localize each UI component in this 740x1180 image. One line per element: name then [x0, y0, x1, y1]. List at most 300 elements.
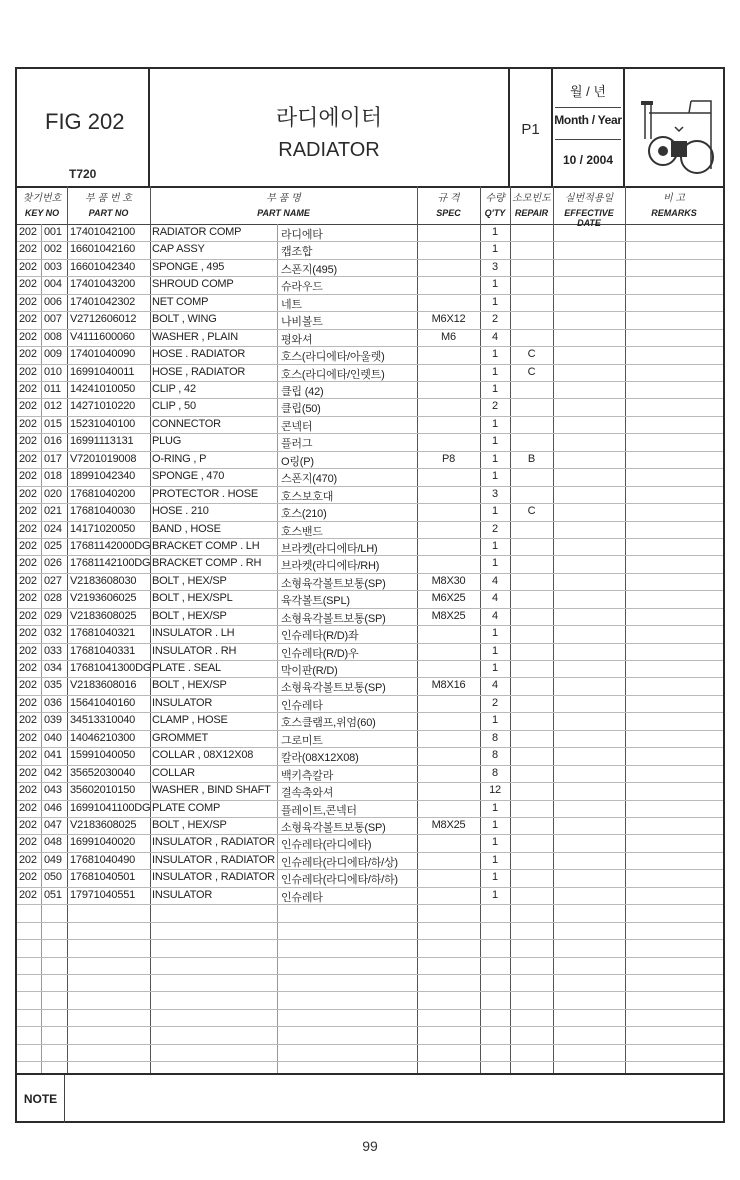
cell-fig: 202: [19, 487, 37, 500]
cell-key: 001: [44, 226, 62, 238]
table-row: [17, 695, 723, 712]
cell-name-ko: 소형육각볼트보통(SP): [281, 577, 386, 590]
cell-name-en: O-RING , P: [152, 452, 207, 465]
cell-name-en: BOLT , HEX/SP: [152, 819, 227, 831]
page-number: 99: [362, 1138, 378, 1154]
cell-key: 039: [44, 714, 62, 727]
cell-fig: 202: [19, 226, 37, 238]
table-row: [17, 433, 723, 450]
cell-repair: C: [527, 505, 536, 517]
cell-name-en: BOLT , WING: [152, 313, 217, 326]
cell-key: 050: [44, 871, 62, 884]
cell-key: 046: [44, 801, 62, 814]
cell-part: V2712606012: [70, 313, 137, 326]
cell-name-ko: 인슈레타(R/D)우: [281, 647, 359, 660]
cell-name-en: BOLT , HEX/SPL: [152, 592, 233, 605]
cell-qty: 1: [492, 278, 498, 291]
cell-name-ko: 백키측칼라: [281, 769, 334, 782]
cell-qty: 1: [492, 836, 498, 849]
table-row: [17, 608, 723, 625]
cell-name-en: BRACKET COMP . RH: [152, 557, 262, 570]
cell-repair: C: [527, 365, 536, 378]
table-row: [17, 521, 723, 538]
cell-key: 051: [44, 888, 62, 901]
cell-name-en: HOSE , RADIATOR: [152, 365, 246, 378]
cell-part: 17681041300DG: [70, 662, 152, 674]
cell-name-ko: 그로미트: [281, 734, 323, 747]
table-row: [17, 660, 723, 677]
cell-spec: M6X25: [431, 592, 466, 605]
cell-part: 17971040551: [70, 888, 136, 901]
cell-name-en: SPONGE , 495: [152, 260, 225, 273]
cell-part: V2193606025: [70, 592, 137, 605]
cell-fig: 202: [19, 627, 37, 640]
cell-fig: 202: [19, 278, 37, 291]
cell-name-ko: 소형육각볼트보통(SP): [281, 682, 386, 695]
cell-name-en: CONNECTOR: [152, 417, 221, 430]
cell-part: 14271010220: [70, 400, 136, 413]
cell-name-ko: 소형육각볼트보통(SP): [281, 822, 386, 834]
col-spec: 규 격 SPEC: [436, 193, 461, 218]
cell-qty: 3: [492, 260, 498, 273]
cell-name-ko: 호스(라디에타/아울렛): [281, 351, 385, 364]
table-row: [17, 765, 723, 782]
cell-qty: 1: [492, 243, 498, 256]
cell-part: V2183608025: [70, 819, 137, 831]
cell-name-en: CLIP , 50: [152, 400, 196, 413]
cell-qty: 1: [492, 644, 498, 657]
cell-fig: 202: [19, 574, 37, 587]
cell-key: 011: [44, 383, 61, 395]
cell-fig: 202: [19, 470, 37, 483]
cell-name-ko: 육각볼트(SPL): [281, 595, 350, 608]
cell-fig: 202: [19, 819, 37, 831]
parts-table: [17, 224, 723, 1073]
cell-name-ko: 클립(50): [281, 403, 321, 416]
cell-part: 17681142100DG: [70, 557, 151, 570]
cell-qty: 4: [492, 592, 498, 605]
cell-fig: 202: [19, 662, 37, 674]
cell-name-ko: 플레이트,콘넥터: [281, 804, 357, 817]
note-label: NOTE: [17, 1075, 65, 1123]
cell-part: 18991042340: [70, 470, 136, 483]
cell-qty: 1: [492, 627, 498, 640]
cell-key: 021: [44, 505, 62, 517]
table-row: [17, 869, 723, 886]
table-row: [17, 800, 723, 817]
cell-fig: 202: [19, 522, 37, 535]
cell-name-en: SHROUD COMP: [152, 278, 234, 291]
cell-name-en: BRACKET COMP . LH: [152, 539, 260, 552]
cell-name-en: WASHER , BIND SHAFT: [152, 784, 271, 797]
cell-name-en: INSULATOR . RH: [152, 644, 237, 657]
tractor-box: [625, 69, 723, 186]
cell-name-en: NET COMP: [152, 295, 209, 308]
cell-name-ko: 인슈레타: [281, 891, 323, 904]
cell-fig: 202: [19, 749, 37, 762]
cell-key: 017: [44, 452, 62, 465]
cell-name-en: BOLT , HEX/SP: [152, 679, 227, 692]
cell-fig: 202: [19, 557, 37, 570]
cell-fig: 202: [19, 609, 37, 622]
month-year-korean: 월 / 년: [570, 84, 606, 99]
cell-qty: 1: [492, 295, 498, 308]
cell-qty: 1: [492, 435, 498, 448]
table-row: [17, 538, 723, 555]
col-effective-date: 실번적용일 EFFECTIVE DATE: [564, 193, 614, 228]
cell-name-ko: 평와셔: [281, 333, 313, 346]
table-row: [17, 730, 723, 747]
cell-part: 17401042302: [70, 295, 136, 308]
cell-fig: 202: [19, 330, 37, 343]
cell-key: 003: [44, 260, 62, 273]
cell-part: V4111600060: [70, 330, 135, 343]
cell-part: 16991040011: [70, 365, 135, 378]
table-row: [17, 625, 723, 642]
cell-key: 020: [44, 487, 62, 500]
month-year-english: Month / Year: [554, 113, 622, 127]
cell-qty: 2: [492, 522, 498, 535]
cell-fig: 202: [19, 435, 37, 448]
cell-qty: 1: [492, 452, 498, 465]
column-headers: [17, 186, 723, 228]
cell-name-en: CLAMP , HOSE: [152, 714, 228, 727]
cell-name-en: PLATE COMP: [152, 801, 221, 814]
cell-qty: 1: [492, 383, 498, 395]
cell-name-ko: 인슈레타(라디에타): [281, 839, 372, 852]
cell-name-ko: 칼라(08X12X08): [281, 752, 359, 765]
cell-key: 002: [44, 243, 62, 256]
cell-fig: 202: [19, 731, 37, 744]
cell-qty: 8: [492, 731, 498, 744]
cell-spec: M6X12: [431, 313, 466, 326]
cell-name-ko: 라디에타: [281, 229, 323, 241]
cell-qty: 1: [492, 714, 498, 727]
cell-key: 036: [44, 696, 62, 709]
cell-name-ko: 스폰지(470): [281, 473, 337, 486]
cell-name-en: INSULATOR: [152, 696, 213, 709]
cell-name-en: INSULATOR , RADIATOR: [152, 836, 275, 849]
cell-spec: M8X25: [431, 609, 466, 622]
cell-fig: 202: [19, 801, 37, 814]
cell-name-ko: 소형육각볼트보통(SP): [281, 612, 386, 625]
table-row: [17, 887, 723, 904]
cell-qty: 12: [489, 784, 501, 797]
cell-fig: 202: [19, 505, 37, 517]
cell-qty: 1: [492, 417, 498, 430]
cell-fig: 202: [19, 679, 37, 692]
cell-name-ko: 슈라우드: [281, 281, 323, 294]
cell-key: 041: [44, 749, 62, 762]
cell-key: 032: [44, 627, 62, 640]
table-row: [17, 468, 723, 485]
cell-key: 015: [44, 417, 62, 430]
cell-name-ko: 인슈레타(라디에타/하/하): [281, 874, 398, 887]
cell-fig: 202: [19, 383, 37, 395]
table-row: [17, 364, 723, 381]
cell-part: 14241010050: [70, 383, 136, 395]
cell-part: V2183608030: [70, 574, 137, 587]
cell-qty: 1: [492, 819, 498, 831]
cell-name-en: CAP ASSY: [152, 243, 205, 256]
fig-number: FIG 202: [45, 109, 125, 134]
cell-name-en: BOLT , HEX/SP: [152, 609, 227, 622]
cell-name-ko: 스폰지(495): [281, 263, 337, 276]
table-row: [17, 259, 723, 276]
cell-fig: 202: [19, 836, 37, 849]
cell-fig: 202: [19, 696, 37, 709]
cell-part: 16991041100DG: [70, 801, 151, 814]
table-row: [17, 381, 723, 398]
cell-part: 17681040331: [70, 644, 136, 657]
table-row: [17, 398, 723, 415]
table-row: [17, 643, 723, 660]
cell-name-ko: 콘넥터: [281, 420, 313, 433]
month-year-value: 10 / 2004: [562, 153, 614, 167]
cell-name-en: INSULATOR: [152, 888, 213, 901]
cell-fig: 202: [19, 348, 37, 361]
cell-qty: 1: [492, 853, 498, 866]
cell-name-en: RADIATOR COMP: [152, 226, 242, 238]
cell-name-ko: 결속축와셔: [281, 787, 334, 800]
cell-qty: 4: [492, 679, 498, 692]
table-row: [17, 555, 723, 572]
cell-fig: 202: [19, 766, 37, 779]
cell-name-ko: 클립 (42): [281, 386, 324, 398]
title-box: [150, 69, 510, 186]
cell-name-en: PLUG: [152, 435, 182, 448]
table-row: [17, 590, 723, 607]
cell-fig: 202: [19, 243, 37, 256]
cell-name-ko: 호스클램프,위엄(60): [281, 717, 376, 730]
cell-name-en: HOSE . RADIATOR: [152, 348, 246, 361]
cell-qty: 4: [492, 609, 498, 622]
cell-fig: 202: [19, 644, 37, 657]
cell-key: 008: [44, 330, 62, 343]
cell-key: 012: [44, 400, 62, 413]
cell-qty: 4: [492, 574, 498, 587]
parts-sheet: [15, 67, 725, 1123]
cell-qty: 4: [492, 330, 498, 343]
cell-key: 016: [44, 435, 62, 448]
table-row: [17, 416, 723, 433]
note-section: [17, 1073, 723, 1123]
table-row: [17, 852, 723, 869]
cell-fig: 202: [19, 714, 37, 727]
cell-fig: 202: [19, 871, 37, 884]
cell-part: 34513310040: [70, 714, 136, 727]
cell-part: 14046210300: [70, 731, 136, 744]
col-qty: 수량 Q'TY: [484, 193, 506, 218]
cell-part: 16991040020: [70, 836, 136, 849]
sheet-header: [17, 69, 723, 188]
cell-part: 16991113131: [70, 435, 134, 448]
title-korean: 라디에이터: [275, 105, 383, 130]
cell-key: 028: [44, 592, 62, 605]
cell-spec: M8X16: [431, 679, 466, 692]
cell-qty: 2: [492, 400, 498, 413]
tractor-icon: [631, 79, 717, 179]
cell-part: 17401042100: [70, 226, 136, 238]
table-row: [17, 241, 723, 258]
cell-part: 15641040160: [70, 696, 136, 709]
cell-qty: 1: [492, 365, 498, 378]
cell-name-ko: O링(P): [281, 455, 314, 468]
cell-name-ko: 브라켓(라디에타/RH): [281, 560, 380, 573]
cell-key: 048: [44, 836, 62, 849]
cell-name-ko: 호스(라디에타/인렛트): [281, 368, 385, 381]
page-code: P1: [521, 121, 540, 138]
cell-part: 35652030040: [70, 766, 136, 779]
cell-name-ko: 플러그: [281, 438, 313, 451]
table-row: [17, 817, 723, 834]
cell-name-ko: 캡조합: [281, 246, 313, 259]
cell-spec: P8: [441, 452, 456, 465]
cell-spec: M8X25: [431, 819, 466, 831]
cell-part: 17681040030: [70, 505, 136, 517]
cell-name-en: BOLT , HEX/SP: [152, 574, 227, 587]
table-row: [17, 747, 723, 764]
cell-qty: 2: [492, 696, 498, 709]
cell-part: 16601042160: [70, 243, 136, 256]
cell-part: 15231040100: [70, 417, 136, 430]
table-row: [17, 224, 723, 241]
cell-qty: 8: [492, 749, 498, 762]
cell-part: V2183608025: [70, 609, 137, 622]
cell-key: 042: [44, 766, 62, 779]
cell-qty: 1: [492, 348, 498, 361]
cell-qty: 1: [492, 801, 498, 814]
cell-part: 17681142000DG: [70, 539, 151, 552]
col-part-no: 부 품 번 호 PART NO: [85, 193, 132, 218]
cell-repair: B: [527, 452, 536, 465]
cell-key: 029: [44, 609, 62, 622]
cell-name-ko: 인슈레타(R/D)좌: [281, 630, 359, 643]
cell-key: 026: [44, 557, 62, 570]
cell-name-ko: 브라켓(라디에타/LH): [281, 542, 378, 555]
cell-name-en: INSULATOR , RADIATOR: [152, 853, 275, 866]
table-row: [17, 503, 723, 520]
cell-name-en: INSULATOR , RADIATOR: [152, 871, 275, 884]
cell-name-ko: 인슈레타(라디에타/하/상): [281, 856, 398, 869]
cell-name-ko: 호스밴드: [281, 525, 323, 538]
table-row: [17, 486, 723, 503]
cell-name-en: HOSE . 210: [152, 505, 209, 517]
cell-qty: 1: [492, 470, 498, 483]
cell-part: 17681040490: [70, 853, 136, 866]
cell-name-ko: 네트: [281, 298, 302, 311]
table-row: [17, 782, 723, 799]
table-row: [17, 451, 723, 468]
cell-key: 018: [44, 470, 62, 483]
cell-key: 034: [44, 662, 62, 674]
cell-fig: 202: [19, 888, 37, 901]
cell-part: 15991040050: [70, 749, 136, 762]
cell-qty: 1: [492, 888, 498, 901]
cell-key: 047: [44, 819, 62, 831]
cell-fig: 202: [19, 313, 37, 326]
cell-fig: 202: [19, 295, 37, 308]
cell-name-ko: 막이판(R/D): [281, 665, 338, 677]
cell-key: 010: [44, 365, 62, 378]
page-box: [510, 69, 553, 186]
cell-key: 024: [44, 522, 62, 535]
table-row: [17, 294, 723, 311]
col-key-no: 찾기번호 KEY NO: [22, 193, 62, 218]
cell-fig: 202: [19, 592, 37, 605]
cell-fig: 202: [19, 365, 37, 378]
cell-name-ko: 인슈레타: [281, 699, 323, 712]
cell-name-ko: 나비볼트: [281, 316, 323, 329]
cell-name-en: CLIP , 42: [152, 383, 196, 395]
col-repair: 소모빈도 REPAIR: [512, 193, 551, 218]
cell-name-en: SPONGE , 470: [152, 470, 225, 483]
cell-qty: 1: [492, 871, 498, 884]
table-row: [17, 276, 723, 293]
cell-key: 006: [44, 295, 62, 308]
cell-spec: M8X30: [431, 574, 466, 587]
cell-repair: C: [527, 348, 536, 361]
model-name: T720: [69, 167, 97, 181]
table-row: [17, 311, 723, 328]
col-remarks: 비 고 REMARKS: [651, 193, 697, 218]
cell-fig: 202: [19, 853, 37, 866]
cell-fig: 202: [19, 260, 37, 273]
cell-part: 35602010150: [70, 784, 136, 797]
table-row: [17, 834, 723, 851]
cell-qty: 1: [492, 505, 498, 517]
month-year-box: [553, 69, 625, 186]
cell-name-en: INSULATOR . LH: [152, 627, 235, 640]
cell-qty: 1: [492, 539, 498, 552]
cell-qty: 1: [492, 226, 498, 238]
cell-name-en: GROMMET: [152, 731, 209, 744]
cell-qty: 2: [492, 313, 498, 326]
cell-qty: 3: [492, 487, 498, 500]
cell-part: V7201019008: [70, 452, 137, 465]
cell-part: 17401043200: [70, 278, 136, 291]
fig-box: [17, 69, 150, 186]
cell-name-en: BAND , HOSE: [152, 522, 221, 535]
cell-name-en: PROTECTOR . HOSE: [152, 487, 258, 500]
cell-spec: M6: [441, 330, 456, 343]
title-english: RADIATOR: [278, 139, 380, 161]
cell-qty: 1: [492, 557, 498, 570]
table-row: [17, 573, 723, 590]
cell-part: 17681040200: [70, 487, 136, 500]
table-row: [17, 346, 723, 363]
cell-key: 033: [44, 644, 62, 657]
cell-key: 004: [44, 278, 62, 291]
cell-qty: 1: [492, 662, 498, 674]
cell-fig: 202: [19, 784, 37, 797]
cell-name-en: COLLAR: [152, 766, 195, 779]
cell-fig: 202: [19, 417, 37, 430]
cell-key: 043: [44, 784, 62, 797]
cell-fig: 202: [19, 400, 37, 413]
cell-fig: 202: [19, 452, 37, 465]
cell-part: 17681040501: [70, 871, 136, 884]
cell-key: 040: [44, 731, 62, 744]
cell-name-ko: 호스(210): [281, 508, 327, 520]
cell-key: 027: [44, 574, 62, 587]
cell-part: V2183608016: [70, 679, 137, 692]
table-row: [17, 712, 723, 729]
cell-name-en: COLLAR , 08X12X08: [152, 749, 254, 762]
cell-part: 17681040321: [70, 627, 136, 640]
cell-key: 025: [44, 539, 62, 552]
cell-fig: 202: [19, 539, 37, 552]
